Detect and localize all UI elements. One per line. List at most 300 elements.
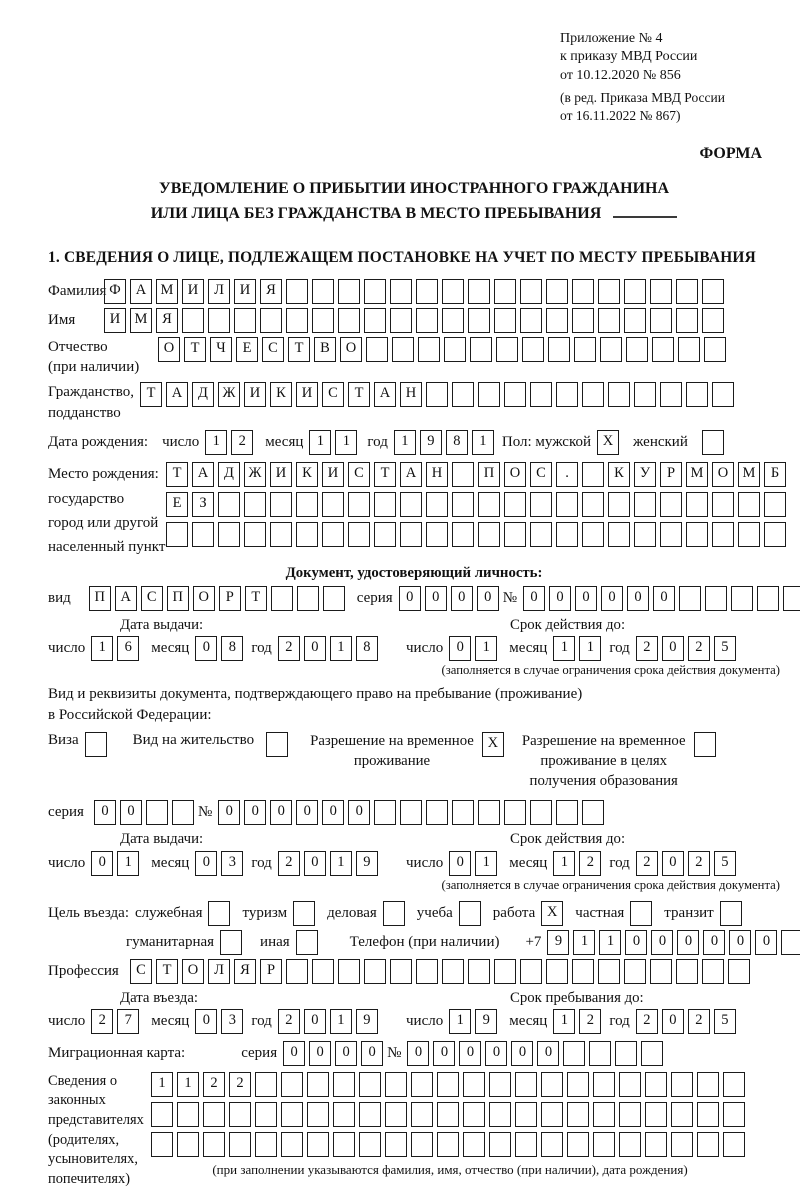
residence-permit-checkbox[interactable] <box>266 732 288 757</box>
entry-dates <box>48 990 780 1034</box>
char-box <box>359 1102 381 1127</box>
birth-place-row2-boxes[interactable] <box>166 492 790 517</box>
char-box <box>650 308 672 333</box>
day-label: число <box>406 1012 444 1029</box>
sex-female-label: женский <box>633 434 688 451</box>
purpose-private-checkbox[interactable] <box>630 901 652 926</box>
res-series-boxes[interactable] <box>94 800 198 825</box>
char-box: 0 <box>627 586 649 611</box>
purpose-study-checkbox[interactable] <box>459 901 481 926</box>
char-box: С <box>262 337 284 362</box>
representatives-row1-boxes[interactable] <box>151 1072 749 1097</box>
representatives-row2-boxes[interactable] <box>151 1102 749 1127</box>
char-box: 1 <box>553 636 575 661</box>
entry-year-boxes[interactable] <box>278 1009 382 1034</box>
appendix-block <box>560 30 780 125</box>
char-box <box>468 279 490 304</box>
char-box: О <box>712 462 734 487</box>
char-box <box>385 1102 407 1127</box>
residence-doc-line1: Вид и реквизиты документа, подтверждающего право на пребывание (проживание) <box>48 685 583 702</box>
residence-permit-label: Вид на жительство <box>132 732 255 749</box>
char-box <box>218 522 240 547</box>
birth-date-label: Дата рождения: <box>48 434 149 451</box>
char-box <box>364 308 386 333</box>
char-box <box>624 279 646 304</box>
doc-valid-year-boxes[interactable] <box>636 636 740 661</box>
phone-boxes[interactable] <box>547 930 800 955</box>
char-box <box>416 959 438 984</box>
char-box: И <box>244 382 266 407</box>
char-box <box>468 308 490 333</box>
char-box <box>390 959 412 984</box>
entry-purpose-row <box>48 901 780 926</box>
char-box <box>697 1072 719 1097</box>
char-box <box>463 1072 485 1097</box>
char-box: Р <box>260 959 282 984</box>
birth-day-boxes[interactable] <box>205 430 257 455</box>
citizenship-row <box>48 382 780 423</box>
char-box <box>478 382 500 407</box>
char-box: 0 <box>91 851 113 876</box>
char-box <box>530 522 552 547</box>
char-box: П <box>89 586 111 611</box>
char-box: В <box>314 337 336 362</box>
mig-number-sign: № <box>387 1044 402 1061</box>
purpose-other-label: иная <box>260 933 290 950</box>
char-box: 6 <box>117 636 139 661</box>
char-box: О <box>182 959 204 984</box>
char-box <box>522 337 544 362</box>
char-box: 0 <box>549 586 571 611</box>
char-box: И <box>182 279 204 304</box>
res-issue-day-boxes[interactable] <box>91 851 143 876</box>
birth-place-row3-boxes[interactable] <box>166 522 790 547</box>
char-box: 5 <box>714 851 736 876</box>
char-box <box>364 959 386 984</box>
char-box: С <box>130 959 152 984</box>
char-box <box>244 522 266 547</box>
char-box <box>764 522 786 547</box>
char-box: 2 <box>231 430 253 455</box>
char-box: 0 <box>322 800 344 825</box>
char-box <box>704 337 726 362</box>
char-box <box>660 492 682 517</box>
entry-month-boxes[interactable] <box>195 1009 247 1034</box>
mig-number-boxes[interactable] <box>407 1041 667 1066</box>
purpose-transit-label: транзит <box>664 904 714 921</box>
temp-residence-edu-label <box>522 732 686 792</box>
char-box: 2 <box>91 1009 113 1034</box>
char-box: 1 <box>599 930 621 955</box>
char-box: 1 <box>330 636 352 661</box>
char-box <box>297 586 319 611</box>
char-box <box>530 492 552 517</box>
visa-checkbox[interactable] <box>85 732 107 757</box>
char-box: 0 <box>601 586 623 611</box>
char-box <box>437 1132 459 1157</box>
char-box: 9 <box>420 430 442 455</box>
stay-year-boxes[interactable] <box>636 1009 740 1034</box>
char-box <box>520 308 542 333</box>
representatives-label-line3: представителях <box>48 1112 144 1129</box>
patronymic-boxes[interactable] <box>158 337 730 362</box>
appendix-line: Приложение № 4 <box>560 31 663 46</box>
char-box <box>624 308 646 333</box>
purpose-tourism-checkbox[interactable] <box>293 901 315 926</box>
temp-residence-edu-checkbox[interactable] <box>694 732 716 757</box>
char-box <box>312 959 334 984</box>
char-box <box>598 959 620 984</box>
doc-valid-col <box>406 617 780 661</box>
temp-residence-checkbox[interactable]: X <box>482 732 504 757</box>
month-label: месяц <box>509 1012 548 1029</box>
char-box: Л <box>208 279 230 304</box>
char-box <box>333 1072 355 1097</box>
sex-male-label: Пол: мужской <box>501 434 592 451</box>
representatives-label-line5: усыновителях, <box>48 1151 138 1168</box>
month-label: месяц <box>509 639 548 656</box>
char-box: Т <box>156 959 178 984</box>
char-box <box>192 522 214 547</box>
representatives-row3-boxes[interactable] <box>151 1132 749 1157</box>
char-box: 1 <box>151 1072 173 1097</box>
res-valid-month-boxes[interactable] <box>553 851 605 876</box>
profession-boxes[interactable] <box>130 959 754 984</box>
char-box: 0 <box>729 930 751 955</box>
char-box <box>738 492 760 517</box>
char-box: Т <box>245 586 267 611</box>
char-box: Л <box>208 959 230 984</box>
char-box: И <box>322 462 344 487</box>
char-box <box>541 1102 563 1127</box>
char-box: 0 <box>449 636 471 661</box>
doc-issue-col <box>48 617 406 661</box>
char-box: 2 <box>579 1009 601 1034</box>
char-box <box>426 382 448 407</box>
char-box: Т <box>288 337 310 362</box>
valid-until-label: Срок действия до: <box>510 831 626 848</box>
char-box: Н <box>400 382 422 407</box>
month-label: месяц <box>509 854 548 871</box>
char-box <box>697 1102 719 1127</box>
stay-month-boxes[interactable] <box>553 1009 605 1034</box>
char-box <box>676 308 698 333</box>
char-box: 0 <box>348 800 370 825</box>
citizenship-boxes[interactable] <box>140 382 738 407</box>
res-series-label: серия <box>48 804 84 821</box>
char-box <box>764 492 786 517</box>
birth-place-label <box>48 462 166 559</box>
char-box <box>323 586 345 611</box>
char-box <box>338 308 360 333</box>
char-box <box>634 522 656 547</box>
char-box <box>650 959 672 984</box>
amendment-block <box>560 89 780 125</box>
char-box <box>281 1132 303 1157</box>
purpose-study-label: учеба <box>416 904 453 921</box>
char-box <box>478 800 500 825</box>
char-box <box>671 1132 693 1157</box>
purpose-humanitarian-checkbox[interactable] <box>220 930 242 955</box>
char-box: 2 <box>203 1072 225 1097</box>
purpose-official-checkbox[interactable] <box>208 901 230 926</box>
char-box: 0 <box>218 800 240 825</box>
char-box <box>270 522 292 547</box>
char-box <box>322 492 344 517</box>
char-box: Я <box>260 279 282 304</box>
res-issue-row <box>48 851 406 876</box>
char-box <box>177 1132 199 1157</box>
char-box <box>515 1132 537 1157</box>
doc-series-label: серия <box>356 589 393 606</box>
res-issue-year-boxes[interactable] <box>278 851 382 876</box>
char-box <box>686 522 708 547</box>
char-box <box>686 492 708 517</box>
phone-row <box>48 930 780 955</box>
doc-issue-month-boxes[interactable] <box>195 636 247 661</box>
char-box <box>572 959 594 984</box>
char-box <box>757 586 779 611</box>
res-number-boxes[interactable] <box>218 800 608 825</box>
char-box <box>416 308 438 333</box>
char-box: 0 <box>94 800 116 825</box>
char-box <box>470 337 492 362</box>
year-label: год <box>609 639 630 656</box>
char-box <box>463 1132 485 1157</box>
residence-doc-series-row <box>48 800 780 825</box>
char-box <box>652 337 674 362</box>
char-box <box>563 1041 585 1066</box>
char-box: 2 <box>229 1072 251 1097</box>
citizenship-label-line2: подданство <box>48 404 121 421</box>
char-box: 0 <box>296 800 318 825</box>
year-label: год <box>609 854 630 871</box>
doc-issue-day-boxes[interactable] <box>91 636 143 661</box>
char-box: 0 <box>304 851 326 876</box>
patronymic-label <box>48 337 158 378</box>
char-box: 2 <box>278 1009 300 1034</box>
char-box: 0 <box>755 930 777 955</box>
month-label: месяц <box>151 854 190 871</box>
birth-place-row1-boxes[interactable] <box>166 462 790 487</box>
char-box <box>172 800 194 825</box>
char-box <box>452 800 474 825</box>
char-box <box>671 1072 693 1097</box>
char-box: О <box>158 337 180 362</box>
appendix-line: к приказу МВД России <box>560 49 698 65</box>
char-box <box>738 522 760 547</box>
representatives-block <box>48 1072 780 1189</box>
char-box: Р <box>219 586 241 611</box>
char-box <box>296 522 318 547</box>
doc-valid-row <box>406 636 780 661</box>
char-box <box>567 1132 589 1157</box>
char-box <box>271 586 293 611</box>
char-box <box>260 308 282 333</box>
char-box <box>619 1072 641 1097</box>
given-name-boxes[interactable] <box>104 308 728 333</box>
char-box <box>166 522 188 547</box>
char-box <box>541 1072 563 1097</box>
char-box: 1 <box>553 1009 575 1034</box>
char-box <box>392 337 414 362</box>
char-box: И <box>270 462 292 487</box>
char-box: 1 <box>475 636 497 661</box>
char-box: А <box>374 382 396 407</box>
year-label: год <box>251 639 272 656</box>
char-box: 1 <box>177 1072 199 1097</box>
char-box <box>452 382 474 407</box>
purpose-transit-checkbox[interactable] <box>720 901 742 926</box>
char-box <box>556 800 578 825</box>
char-box: И <box>296 382 318 407</box>
male-checkbox[interactable]: X <box>597 430 619 455</box>
doc-issue-year-boxes[interactable] <box>278 636 382 661</box>
char-box: Н <box>426 462 448 487</box>
purpose-other-checkbox[interactable] <box>296 930 318 955</box>
char-box: Е <box>166 492 188 517</box>
char-box <box>582 462 604 487</box>
char-box: 1 <box>579 636 601 661</box>
form-title <box>48 177 780 227</box>
char-box <box>615 1041 637 1066</box>
form-title-line1: УВЕДОМЛЕНИЕ О ПРИБЫТИИ ИНОСТРАННОГО ГРАЖДАНИНА <box>158 180 670 198</box>
purpose-work-checkbox[interactable]: X <box>541 901 563 926</box>
char-box <box>411 1132 433 1157</box>
char-box: Е <box>236 337 258 362</box>
char-box <box>645 1102 667 1127</box>
char-box <box>645 1132 667 1157</box>
char-box <box>426 492 448 517</box>
res-valid-year-boxes[interactable] <box>636 851 740 876</box>
mig-series-boxes[interactable] <box>283 1041 387 1066</box>
entry-day-boxes[interactable] <box>91 1009 143 1034</box>
char-box <box>400 492 422 517</box>
char-box: М <box>686 462 708 487</box>
stay-day-boxes[interactable] <box>449 1009 501 1034</box>
char-box <box>660 522 682 547</box>
birth-date-row <box>48 430 780 455</box>
char-box <box>608 382 630 407</box>
day-label: число <box>406 639 444 656</box>
char-box <box>489 1132 511 1157</box>
char-box <box>312 308 334 333</box>
birth-month-boxes[interactable] <box>309 430 361 455</box>
surname-boxes[interactable] <box>104 279 728 304</box>
doc-issue-row <box>48 636 406 661</box>
char-box: 0 <box>575 586 597 611</box>
char-box: М <box>156 279 178 304</box>
char-box <box>400 522 422 547</box>
char-box <box>504 382 526 407</box>
char-box <box>255 1132 277 1157</box>
char-box <box>572 308 594 333</box>
char-box: А <box>130 279 152 304</box>
female-checkbox[interactable] <box>702 430 724 455</box>
char-box: 0 <box>304 1009 326 1034</box>
char-box: 3 <box>221 1009 243 1034</box>
char-box: 9 <box>547 930 569 955</box>
doc-number-boxes[interactable] <box>523 586 800 611</box>
char-box: 0 <box>477 586 499 611</box>
char-box <box>548 337 570 362</box>
char-box <box>322 522 344 547</box>
doc-kind-boxes[interactable] <box>89 586 349 611</box>
doc-valid-day-boxes[interactable] <box>449 636 501 661</box>
char-box: 1 <box>394 430 416 455</box>
char-box <box>234 308 256 333</box>
birth-place-label-line2: государство <box>48 490 125 507</box>
char-box: О <box>193 586 215 611</box>
residence-doc-line2: в Российской Федерации: <box>48 707 212 724</box>
char-box: 2 <box>688 1009 710 1034</box>
char-box: 1 <box>335 430 357 455</box>
char-box <box>374 522 396 547</box>
doc-series-boxes[interactable] <box>399 586 503 611</box>
char-box <box>437 1102 459 1127</box>
char-box: А <box>192 462 214 487</box>
doc-kind-label: вид <box>48 589 71 606</box>
doc-valid-month-boxes[interactable] <box>553 636 605 661</box>
char-box: Т <box>184 337 206 362</box>
birth-year-boxes[interactable] <box>394 430 498 455</box>
given-name-label: Имя <box>48 311 76 328</box>
entry-date-row <box>48 1009 406 1034</box>
char-box <box>608 522 630 547</box>
char-box: 0 <box>283 1041 305 1066</box>
char-box <box>520 959 542 984</box>
month-label: месяц <box>265 434 304 451</box>
char-box: Ж <box>244 462 266 487</box>
char-box <box>494 308 516 333</box>
char-box <box>255 1102 277 1127</box>
char-box: 0 <box>244 800 266 825</box>
char-box <box>697 1132 719 1157</box>
char-box <box>444 337 466 362</box>
year-label: год <box>367 434 388 451</box>
validity-note: (заполняется в случае ограничения срока действия документа) <box>441 877 780 892</box>
char-box: З <box>192 492 214 517</box>
section1-heading: 1. СВЕДЕНИЯ О ЛИЦЕ, ПОДЛЕЖАЩЕМ ПОСТАНОВКЕ НА УЧЕТ ПО МЕСТУ ПРЕБЫВАНИЯ <box>48 248 756 266</box>
purpose-business-checkbox[interactable] <box>383 901 405 926</box>
char-box: Т <box>166 462 188 487</box>
char-box <box>364 279 386 304</box>
char-box: И <box>234 279 256 304</box>
char-box: 0 <box>511 1041 533 1066</box>
char-box <box>229 1102 251 1127</box>
char-box <box>619 1132 641 1157</box>
char-box <box>452 492 474 517</box>
char-box <box>712 382 734 407</box>
temp-residence-edu-line3: получения образования <box>529 773 678 790</box>
char-box <box>582 522 604 547</box>
char-box <box>390 279 412 304</box>
representatives-rows <box>151 1072 749 1178</box>
birth-place-label-line3: город или другой <box>48 514 159 531</box>
char-box <box>374 800 396 825</box>
char-box: 2 <box>636 636 658 661</box>
char-box <box>504 492 526 517</box>
char-box: 2 <box>636 1009 658 1034</box>
res-issue-month-boxes[interactable] <box>195 851 247 876</box>
citizenship-label-line1: Гражданство, <box>48 384 135 400</box>
char-box <box>572 279 594 304</box>
res-valid-day-boxes[interactable] <box>449 851 501 876</box>
char-box: 0 <box>662 1009 684 1034</box>
char-box: Р <box>660 462 682 487</box>
char-box: 2 <box>278 636 300 661</box>
char-box: 0 <box>335 1041 357 1066</box>
